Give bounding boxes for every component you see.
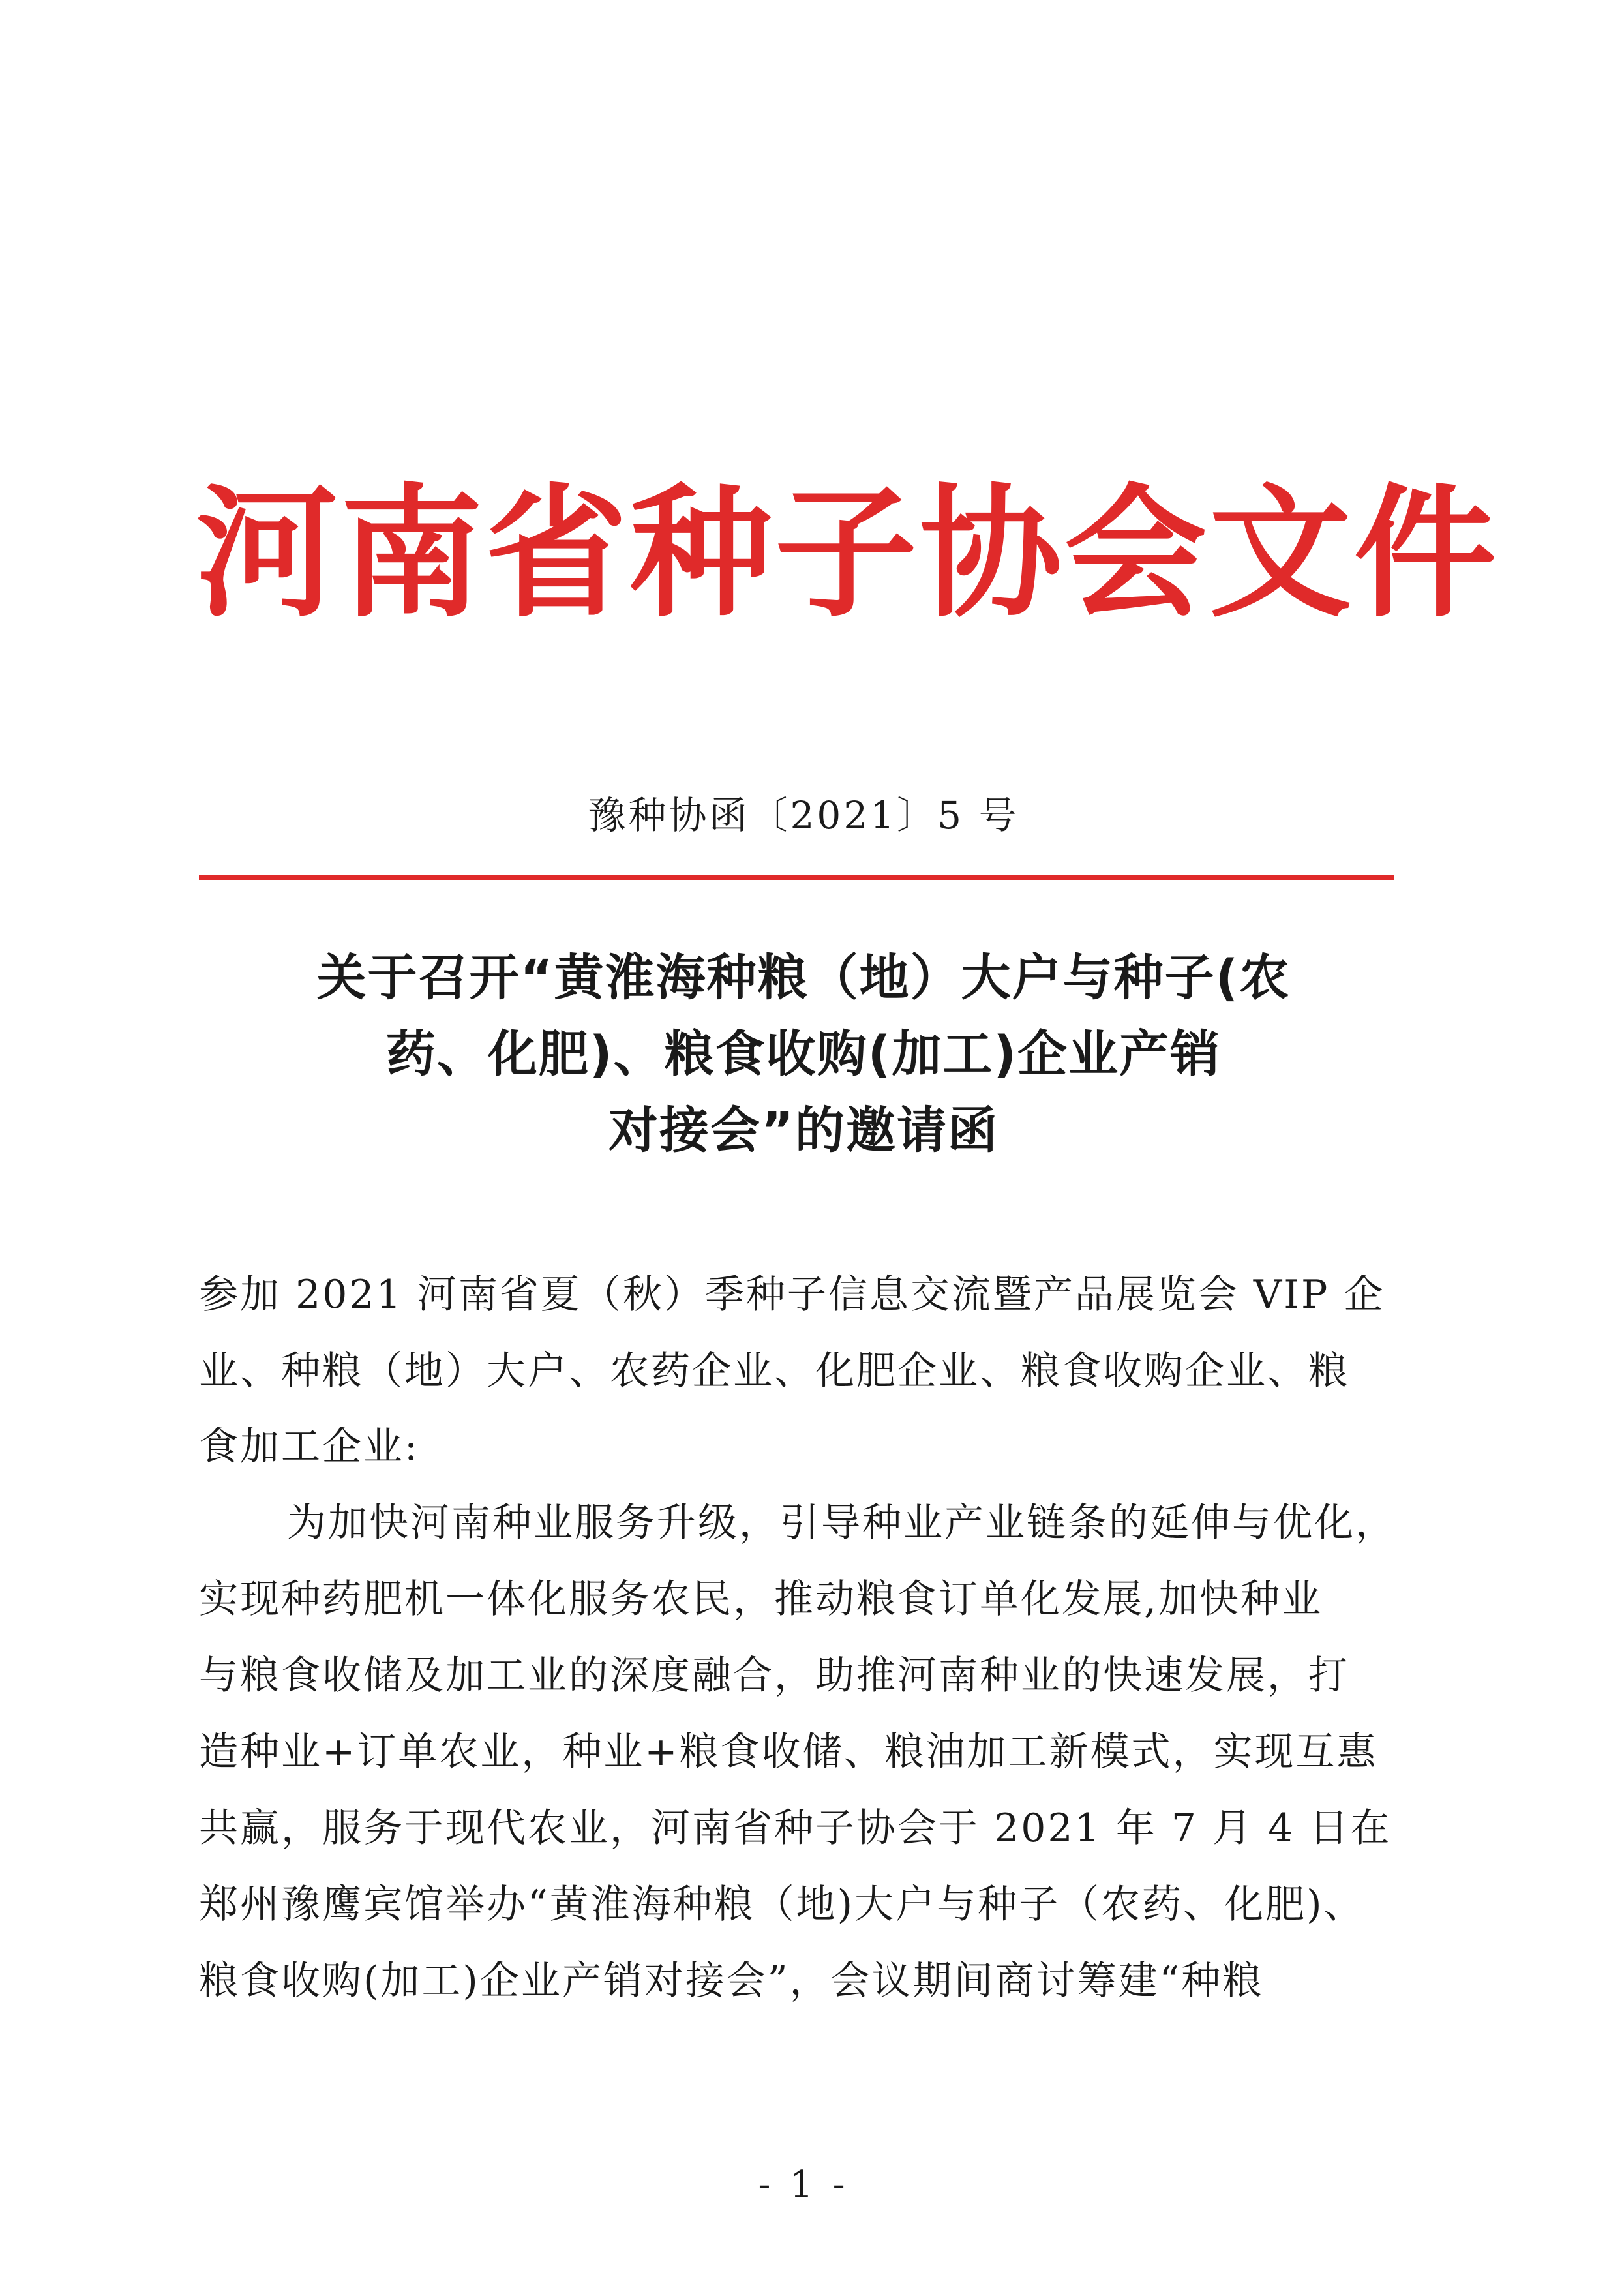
body-paragraph-line: 粮食收购(加工)企业产销对接会”，会议期间商讨筹建“种粮 — [199, 1958, 1264, 2004]
addressee-line: 参加 2021 河南省夏（秋）季种子信息交流暨产品展览会 VIP 企 — [199, 1272, 1385, 1318]
body-paragraph-line: 郑州豫鹰宾馆举办“黄淮海种粮（地)大户与种子（农药、化肥)、 — [199, 1882, 1365, 1927]
document-header-title: 河南省种子协会文件 — [196, 472, 1499, 637]
page-number: - 1 - — [758, 2164, 849, 2206]
document-number: 豫种协函〔2021〕5 号 — [588, 793, 1019, 838]
subject-line: 关于召开“黄淮海种粮（地）大户与种子(农 — [316, 948, 1291, 1006]
body-paragraph-line: 共赢，服务于现代农业，河南省种子协会于 2021 年 7 月 4 日在 — [199, 1805, 1392, 1851]
body-paragraph-line: 造种业+订单农业，种业+粮食收储、粮油加工新模式，实现互惠 — [199, 1729, 1378, 1775]
subject-line: 药、化肥)、粮食收购(加工)企业产销 — [385, 1025, 1222, 1083]
red-separator-line — [199, 875, 1394, 880]
subject-line: 对接会”的邀请函 — [608, 1101, 999, 1159]
addressee-line: 业、种粮（地）大户、农药企业、化肥企业、粮食收购企业、粮 — [199, 1348, 1349, 1394]
body-paragraph-line: 为加快河南种业服务升级，引导种业产业链条的延伸与优化， — [287, 1500, 1396, 1546]
body-paragraph-line: 实现种药肥机一体化服务农民，推动粮食订单化发展,加快种业 — [199, 1577, 1323, 1622]
addressee-line: 食加工企业: — [199, 1424, 420, 1470]
body-paragraph-line: 与粮食收储及加工业的深度融合，助推河南种业的快速发展，打 — [199, 1653, 1349, 1699]
document-subject — [196, 939, 1411, 1168]
